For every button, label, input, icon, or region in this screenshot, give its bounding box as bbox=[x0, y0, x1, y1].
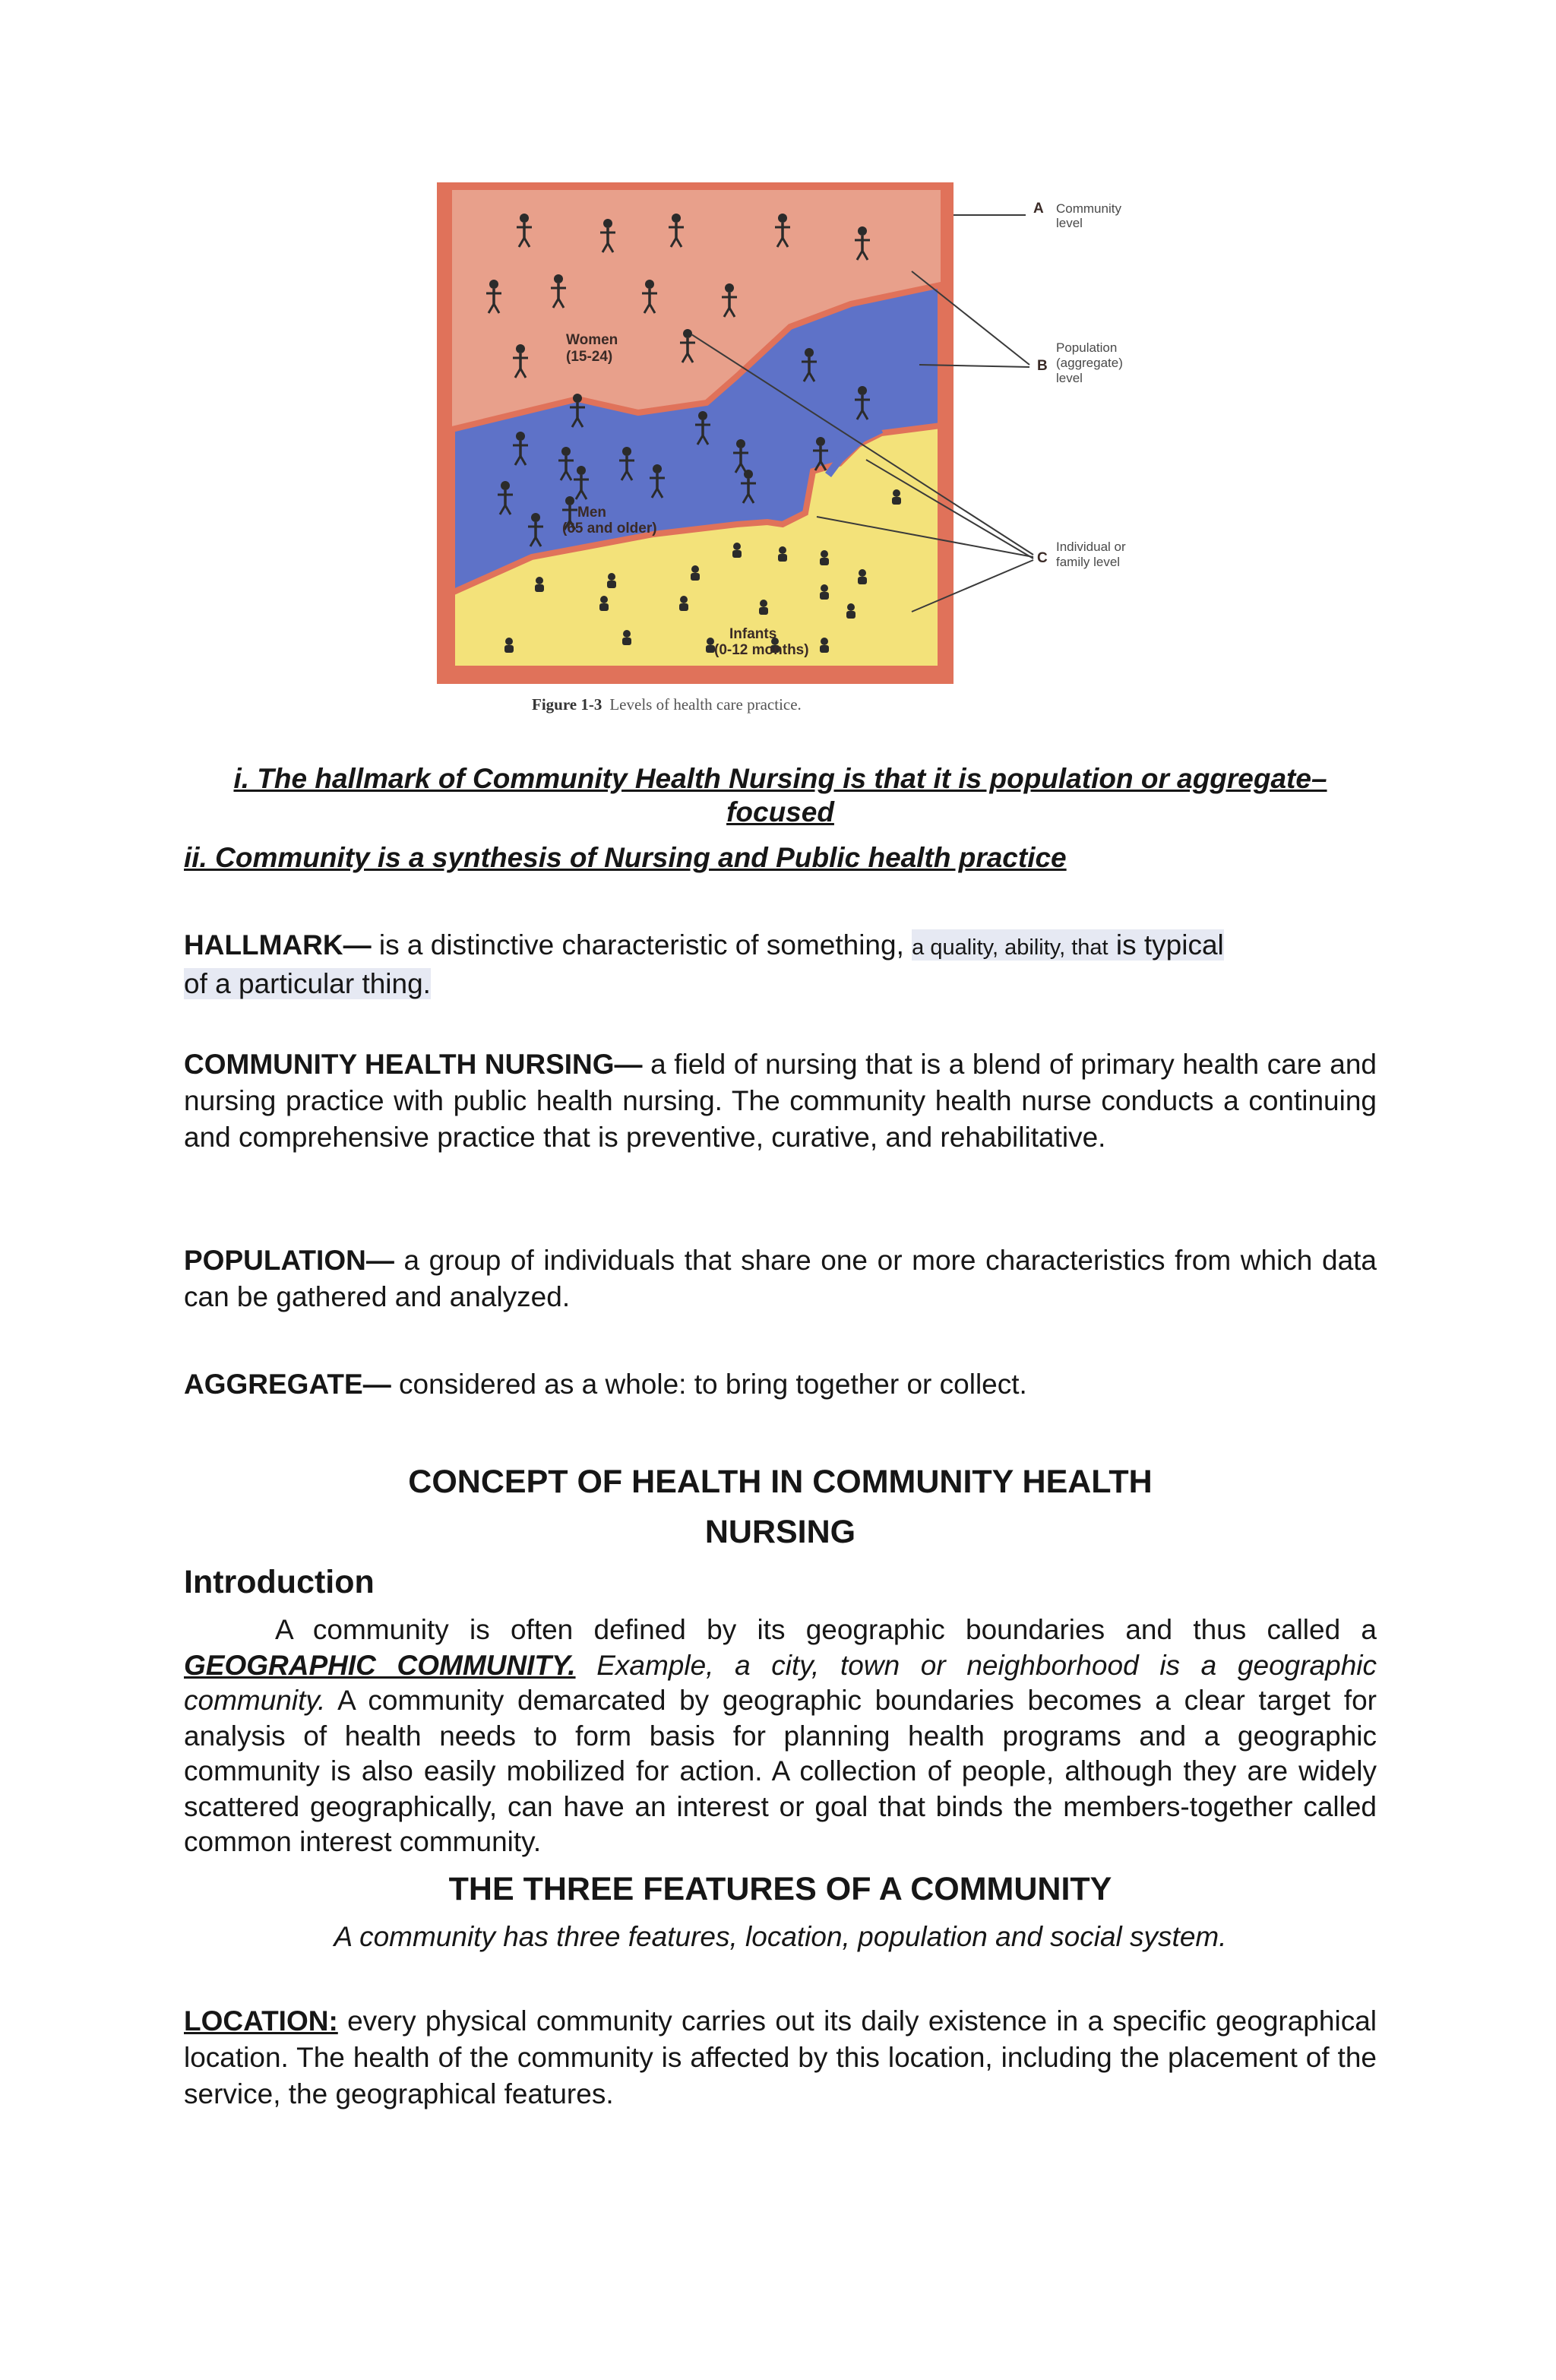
hallmark-highlight-rest: is typical bbox=[1108, 929, 1224, 961]
features-heading: THE THREE FEATURES OF A COMMUNITY bbox=[448, 1871, 1112, 1907]
intro-example: Example, a city, town or neighborhood is a geographic community. bbox=[184, 1649, 1377, 1716]
hallmark-highlight-line2: of a particular thing. bbox=[184, 968, 431, 999]
infants-label: Infants bbox=[729, 626, 777, 642]
definition-population bbox=[184, 1242, 1377, 1315]
term-hallmark: HALLMARK— bbox=[184, 929, 372, 961]
definition-hallmark bbox=[184, 927, 1377, 1002]
level-a-line2: level bbox=[1056, 216, 1083, 230]
levels-of-care-figure bbox=[425, 171, 1155, 733]
level-c-letter: C bbox=[1037, 550, 1048, 566]
features-subtitle: A community has three features, location, population and social system. bbox=[334, 1921, 1227, 1952]
hallmark-statement-1 bbox=[184, 762, 1377, 829]
concept-heading-line1: CONCEPT OF HEALTH IN COMMUNITY HEALTH bbox=[408, 1464, 1153, 1500]
definition-aggregate bbox=[184, 1366, 1377, 1403]
introduction-paragraph bbox=[184, 1613, 1377, 1860]
hallmark-highlight-small: a quality, ability, that bbox=[912, 935, 1108, 960]
women-label: Women bbox=[566, 332, 618, 348]
men-age-label: (65 and older) bbox=[562, 521, 657, 536]
intro-text-b: A community demarcated by geographic boundaries becomes a clear target for analysis of health needs to form basis for planning health programs and a geographic community is also easily mobilized for action. A collection of people, although they are widely scattered geographically, can have an interest or goal that binds the members-together called common interest community. bbox=[184, 1685, 1377, 1857]
aggregate-definition-text: considered as a whole: to bring together or collect. bbox=[391, 1369, 1027, 1400]
levels-diagram bbox=[425, 171, 1155, 703]
term-community-health-nursing: COMMUNITY HEALTH NURSING— bbox=[184, 1049, 643, 1080]
level-b-line1: Population bbox=[1056, 340, 1118, 355]
location-text: every physical community carries out its daily existence in a specific geographical location. The health of the community is affected by this location, including the placement of the service, the geographical features. bbox=[184, 2005, 1377, 2109]
location-paragraph bbox=[184, 2003, 1377, 2113]
hallmark-definition-text: is a distinctive characteristic of something, bbox=[371, 929, 912, 961]
figure-caption bbox=[532, 695, 802, 714]
term-population: POPULATION— bbox=[184, 1245, 394, 1276]
level-b-line2: (aggregate) bbox=[1056, 356, 1123, 370]
level-c-line1: Individual or bbox=[1056, 540, 1126, 554]
level-b-letter: B bbox=[1037, 358, 1048, 374]
chn-definition-text: a field of nursing that is a blend of primary health care and nursing practice with public health nursing. The community health nurse conducts a continuing and comprehensive practice that is preventive, curative, and rehabilitative. bbox=[184, 1049, 1377, 1153]
women-age-label: (15-24) bbox=[566, 349, 613, 365]
level-c-line2: family level bbox=[1056, 555, 1121, 569]
figure-caption-label: Figure 1-3 bbox=[532, 695, 602, 714]
introduction-heading: Introduction bbox=[184, 1564, 375, 1600]
hallmark-statement-1-cont: focused bbox=[726, 796, 834, 828]
definition-community-health-nursing bbox=[184, 1046, 1377, 1156]
figure-caption-text: Levels of health care practice. bbox=[609, 695, 802, 714]
level-a-line1: Community bbox=[1056, 201, 1121, 216]
term-location: LOCATION: bbox=[184, 2005, 338, 2037]
concept-heading bbox=[184, 1457, 1377, 1557]
intro-text-a: A community is often defined by its geographic boundaries and thus called a bbox=[275, 1614, 1377, 1645]
hallmark-statement-2: ii. Community is a synthesis of Nursing and Public health practice bbox=[184, 842, 1067, 873]
concept-heading-line2: NURSING bbox=[704, 1514, 856, 1550]
hallmark-statement-1-text: i. The hallmark of Community Health Nursing is that it is population or aggregate– bbox=[233, 763, 1327, 794]
level-b-line3: level bbox=[1056, 371, 1083, 385]
term-geographic-community: GEOGRAPHIC COMMUNITY. bbox=[184, 1649, 576, 1681]
level-a-letter: A bbox=[1033, 201, 1044, 217]
infants-age-label: (0-12 months) bbox=[714, 642, 809, 658]
term-aggregate: AGGREGATE— bbox=[184, 1369, 391, 1400]
population-definition-text: a group of individuals that share one or more characteristics from which data can be gathered and analyzed. bbox=[184, 1245, 1377, 1312]
men-label: Men bbox=[577, 505, 606, 521]
